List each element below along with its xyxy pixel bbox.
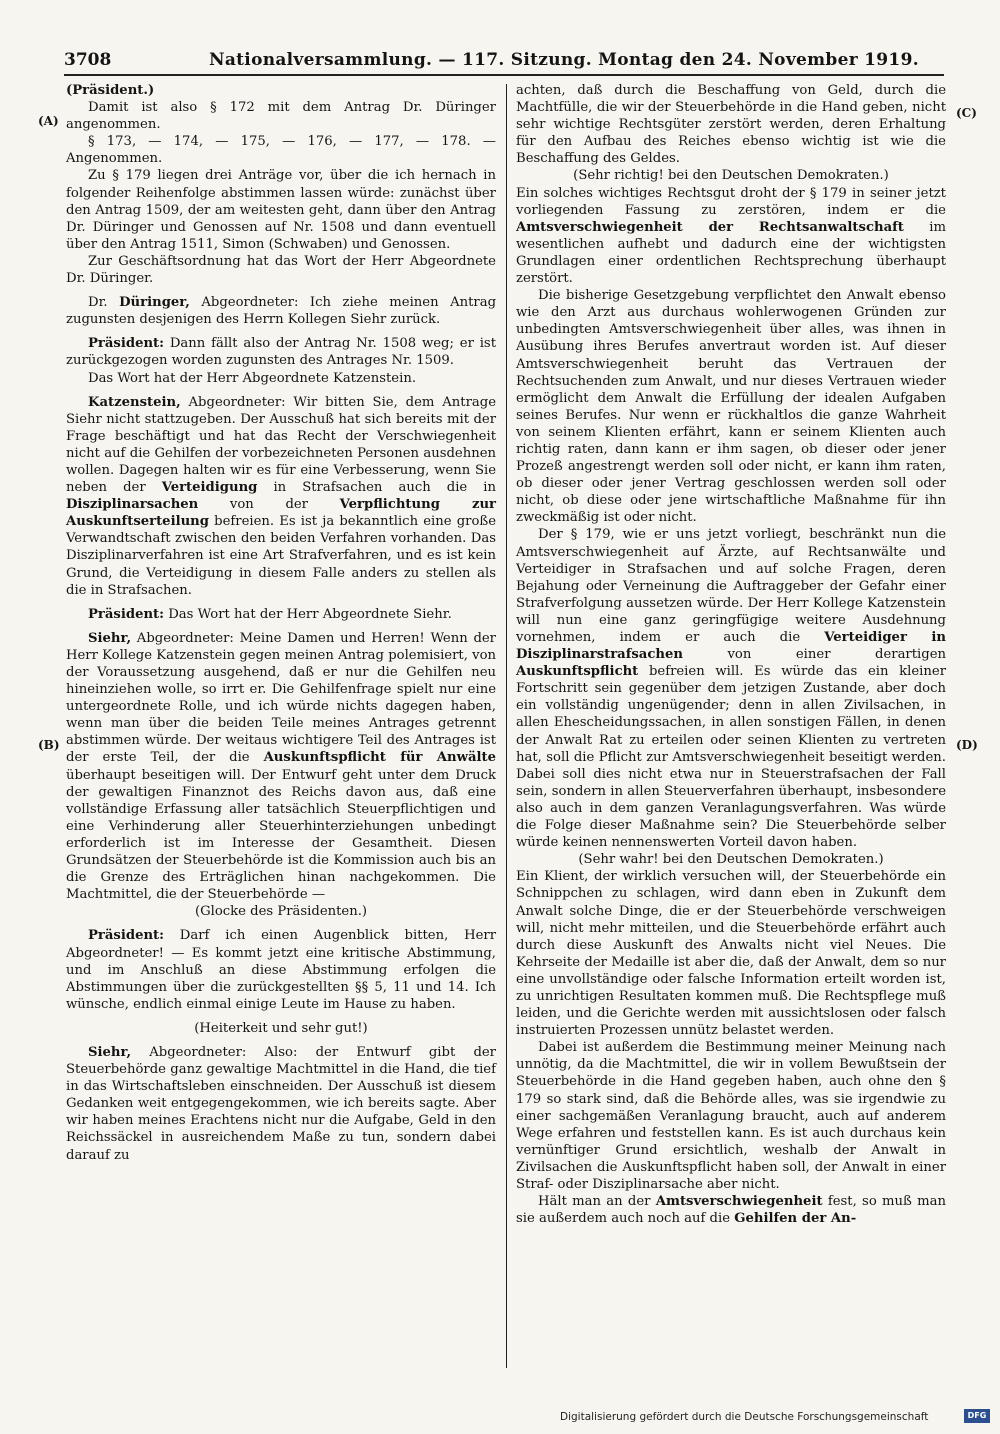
speaker-name: Siehr,: [88, 1044, 132, 1060]
left-column: [66, 82, 496, 1164]
speech-siehr: Siehr, Abgeordneter: Also: der Entwurf gibt der Steuerbehörde ganz gewaltige Machtmittel in die Hand, die tief in das Wirtschaftsleben einschneiden. Der Ausschuß ist diesem Gedanken weit entgegengekommen, wie ich bereits sagte. Aber wir haben meines Erachtens nicht nur die Aufgabe, Geld in den Reichssäckel in ausreichendem Maße zu tun, sondern dabei darauf zu: [66, 1044, 496, 1163]
stage-direction: (Heiterkeit und sehr gut!): [194, 1020, 368, 1036]
paragraph: § 173, — 174, — 175, — 176, — 177, — 178. — Angenommen.: [66, 134, 496, 167]
speaker-name: Präsident:: [88, 606, 165, 622]
paragraph: Damit ist also § 172 mit dem Antrag Dr. Düringer angenommen.: [66, 100, 496, 133]
stage-direction: (Sehr richtig! bei den Deutschen Demokraten.): [573, 168, 889, 184]
paragraph: Ein solches wichtiges Rechtsgut droht der § 179 in seiner jetzt vorliegenden Fassung zu zerstören, indem er die Amtsverschwiegenheit der Rechtsanwaltschaft im wesentlichen aufhebt und dadurch eine der wichtigsten Grundlagen einer ordentlichen Rechtsprechung überhaupt zerstört.: [516, 185, 947, 287]
header-rule: [64, 74, 944, 76]
speaker-name: Siehr,: [88, 630, 132, 646]
stage-direction: (Sehr wahr! bei den Deutschen Demokraten.): [578, 852, 884, 868]
footer-credit: Digitalisierung gefördert durch die Deutsche Forschungsgemeinschaft: [560, 1411, 929, 1423]
paragraph: achten, daß durch die Beschaffung von Geld, durch die Machtfülle, die wir der Steuerbehörde in die Hand geben, nicht sehr wichtige Rechtsgüter zerstört werden, deren Erhaltung für den Aufbau des Reiches ebenso wichtig ist wie die Beschaffung des Geldes.: [516, 83, 946, 167]
speech-katzenstein: Katzenstein, Abgeordneter: Wir bitten Sie, dem Antrage Siehr nicht stattzugeben. Der Ausschuß hat sich bereits mit der Frage beschäftigt und hat das Recht der Verschwiegenheit nicht auf die Gehilfen der vorbezeichneten Personen ausdehnen wollen. Dagegen halten wir es für eine Verbesserung, wenn Sie neben der Verteidigung in Strafsachen auch die in Disziplinarsachen von der Verpflichtung zur Auskunftserteilung befreien. Es ist ja bekanntlich eine große Verwandtschaft zwischen den beiden Verfahren vorhanden. Das Disziplinarverfahren ist eine Art Strafverfahren, und es ist kein Grund, die Verteidigung in diesem Falle anders zu stellen als die in Strafsachen.: [66, 394, 496, 598]
speaker-name: Düringer,: [119, 295, 190, 311]
margin-mark-c: (C): [956, 106, 977, 120]
page-number: 3708: [64, 50, 112, 70]
paragraph: Der § 179, wie er uns jetzt vorliegt, beschränkt nun die Amtsverschwiegenheit auf Ärzte, auf Rechtsanwälte und Verteidiger in Strafsachen und auf solche Fragen, deren Bejahung oder Verneinung die Auftraggeber der Gefahr einer Strafverfolgung aussetzen würde. Der Herr Kollege Katzenstein will nun eine ganz geringfügige weitere Ausdehnung vornehmen, indem er auch die Verteidiger in Disziplinarstrafsachen von einer derartigen Auskunftspflicht befreien will. Es würde das ein kleiner Fortschritt sein gegenüber dem jetzigen Zustande, aber doch ein vollständig ungenügender; denn in allen Zivilsachen, in allen Ehescheidungssachen, in allen sonstigen Fällen, in denen der Anwalt Rat zu erteilen oder seinen Klienten zu vertreten hat, soll die Pflicht zur Amtsverschwiegenheit beseitigt werden. Dabei soll dies nicht etwa nur in Steuerstrafsachen der Fall sein, sondern in allen Steuerverfahren überhaupt, insbesondere also auch in dem ganzen Veranlagungsverfahren. Was würde die Folge dieser Maßnahme sein? Die Steuerbehörde selber würde keinen nennenswerten Vorteil davon haben.: [516, 527, 946, 851]
speech-siehr: Siehr, Abgeordneter: Meine Damen und Herren! Wenn der Herr Kollege Katzenstein gegen meinen Antrag polemisiert, von der Voraussetzung ausgehend, daß er nur die Gehilfen neu hineinziehen wolle, so irrt er. Die Gehilfenfrage spielt nur eine untergeordnete Rolle, und ich würde nichts dagegen haben, wenn man über die beiden Teile meines Antrages getrennt abstimmen würde. Der weitaus wichtigere Teil des Antrages ist der erste Teil, der die Auskunftspflicht für Anwälte überhaupt beseitigen will. Der Entwurf geht unter dem Druck der gewaltigen Finanznot des Reichs davon aus, daß eine vollständige Erfassung aller tatsächlich Steuerpflichtigen und eine Verhinderung aller Steuerhinterziehungen unbedingt erforderlich ist im Interesse der Gesamtheit. Diesen Grundsätzen der Steuerbehörde ist die Kommission auch bis an die Grenze des Erträglichen hinan nachgekommen. Die Machtmittel, die der Steuerbehörde —: [66, 630, 496, 903]
dfg-logo: DFG: [964, 1409, 990, 1423]
paragraph: Das Wort hat der Herr Abgeordnete Katzenstein.: [88, 370, 417, 386]
speaker-tag: (Präsident.): [66, 83, 155, 98]
speech-duringer: Dr. Düringer, Abgeordneter: Ich ziehe meinen Antrag zugunsten desjenigen des Herrn Kollegen Siehr zurück.: [66, 295, 497, 328]
paragraph: Zu § 179 liegen drei Anträge vor, über die ich hernach in folgender Reihenfolge abstimmen lassen würde: zunächst über den Antrag 1509, der am weitesten geht, dann über den Antrag Dr. Düringer und Genossen auf Nr. 1508 und dann eventuell über den Antrag 1511, Simon (Schwaben) und Genossen.: [66, 168, 496, 252]
margin-mark-d: (D): [956, 738, 978, 752]
margin-mark-a: (A): [38, 114, 59, 128]
speech-praesident: Präsident: Dann fällt also der Antrag Nr. 1508 weg; er ist zurückgezogen worden zugunsten des Antrages Nr. 1509.: [66, 336, 496, 369]
running-title: Nationalversammlung. — 117. Sitzung. Montag den 24. November 1919.: [209, 50, 919, 70]
speaker-name: Präsident:: [88, 336, 165, 352]
speech-praesident: Präsident: Das Wort hat der Herr Abgeordnete Siehr.: [88, 606, 452, 622]
right-column: [516, 82, 946, 1227]
paragraph: Dabei ist außerdem die Bestimmung meiner Meinung nach unnötig, da die Machtmittel, die wir in vollem Bewußtsein der Steuerbehörde in die Hand gegeben haben, auch ohne den § 179 so stark sind, daß die Behörde alles, was sie irgendwie zu einer sachgemäßen Veranlagung braucht, auch auf anderem Wege erfahren und feststellen kann. Es ist auch durchaus kein vernünftiger Grund ersichtlich, weshalb der Anwalt in Zivilsachen die Auskunftspflicht haben soll, der Anwalt in einer Straf- oder Disziplinarsache aber nicht.: [516, 1040, 946, 1192]
paragraph: Hält man an der Amtsverschwiegenheit fest, so muß man sie außerdem auch noch auf die Gehilfen der An-: [516, 1194, 946, 1227]
paragraph: Ein Klient, der wirklich versuchen will, der Steuerbehörde ein Schnippchen zu schlagen, wird dann eben in Zukunft dem Anwalt solche Dinge, die er der Steuerbehörde verschweigen will, nicht mehr mitteilen, und die Steuerbehörde erfährt auch durch diese Auskunft des Anwalts nicht viel Neues. Die Kehrseite der Medaille ist aber die, daß der Anwalt, dem so nur eine unvollständige oder falsche Information erteilt worden ist, zu unrichtigen Resultaten kommen muß. Die Rechtspflege muß leiden, und die Gerichte werden mit aussichtslosen oder falsch instruierten Prozessen unnütz belastet werden.: [516, 869, 946, 1039]
speech-praesident: Präsident: Darf ich einen Augenblick bitten, Herr Abgeordneter! — Es kommt jetzt eine kritische Abstimmung, und im Anschluß an diese Abstimmung erfolgen die Abstimmungen über die zurückgestellten §§ 5, 11 und 14. Ich wünsche, endlich einmal einige Leute im Hause zu haben.: [66, 928, 496, 1012]
stage-direction: (Glocke des Präsidenten.): [194, 904, 368, 920]
page-header: [64, 44, 944, 74]
margin-mark-b: (B): [38, 738, 60, 752]
paragraph: Die bisherige Gesetzgebung verpflichtet den Anwalt ebenso wie den Arzt aus durchaus wohlerwogenen Gründen zur unbedingten Amtsverschwiegenheit über alles, was ihnen in Ausübung ihres Berufes anvertraut worden ist. Auf dieser Amtsverschwiegenheit beruht das Vertrauen der Rechtsuchenden zum Anwalt, und nur dieses Vertrauen wieder ermöglicht dem Anwalt die Erfüllung der idealen Aufgaben seines Berufes. Nur wenn er rückhaltlos die ganze Wahrheit von seinem Klienten erfährt, kann er seinem Klienten auch richtig raten, dann kann er ihm sagen, ob dieser oder jener Prozeß angestrengt werden soll oder nicht, er kann ihm raten, ob dieser oder jener Vertrag geschlossen werden soll oder nicht, ob diese oder jene wirtschaftliche Maßnahme für ihn zweckmäßig ist oder nicht.: [516, 288, 946, 526]
paragraph: Zur Geschäftsordnung hat das Wort der Herr Abgeordnete Dr. Düringer.: [66, 253, 496, 287]
speaker-name: Katzenstein,: [88, 394, 181, 410]
column-divider: [506, 84, 507, 1368]
speaker-name: Präsident:: [88, 928, 165, 944]
